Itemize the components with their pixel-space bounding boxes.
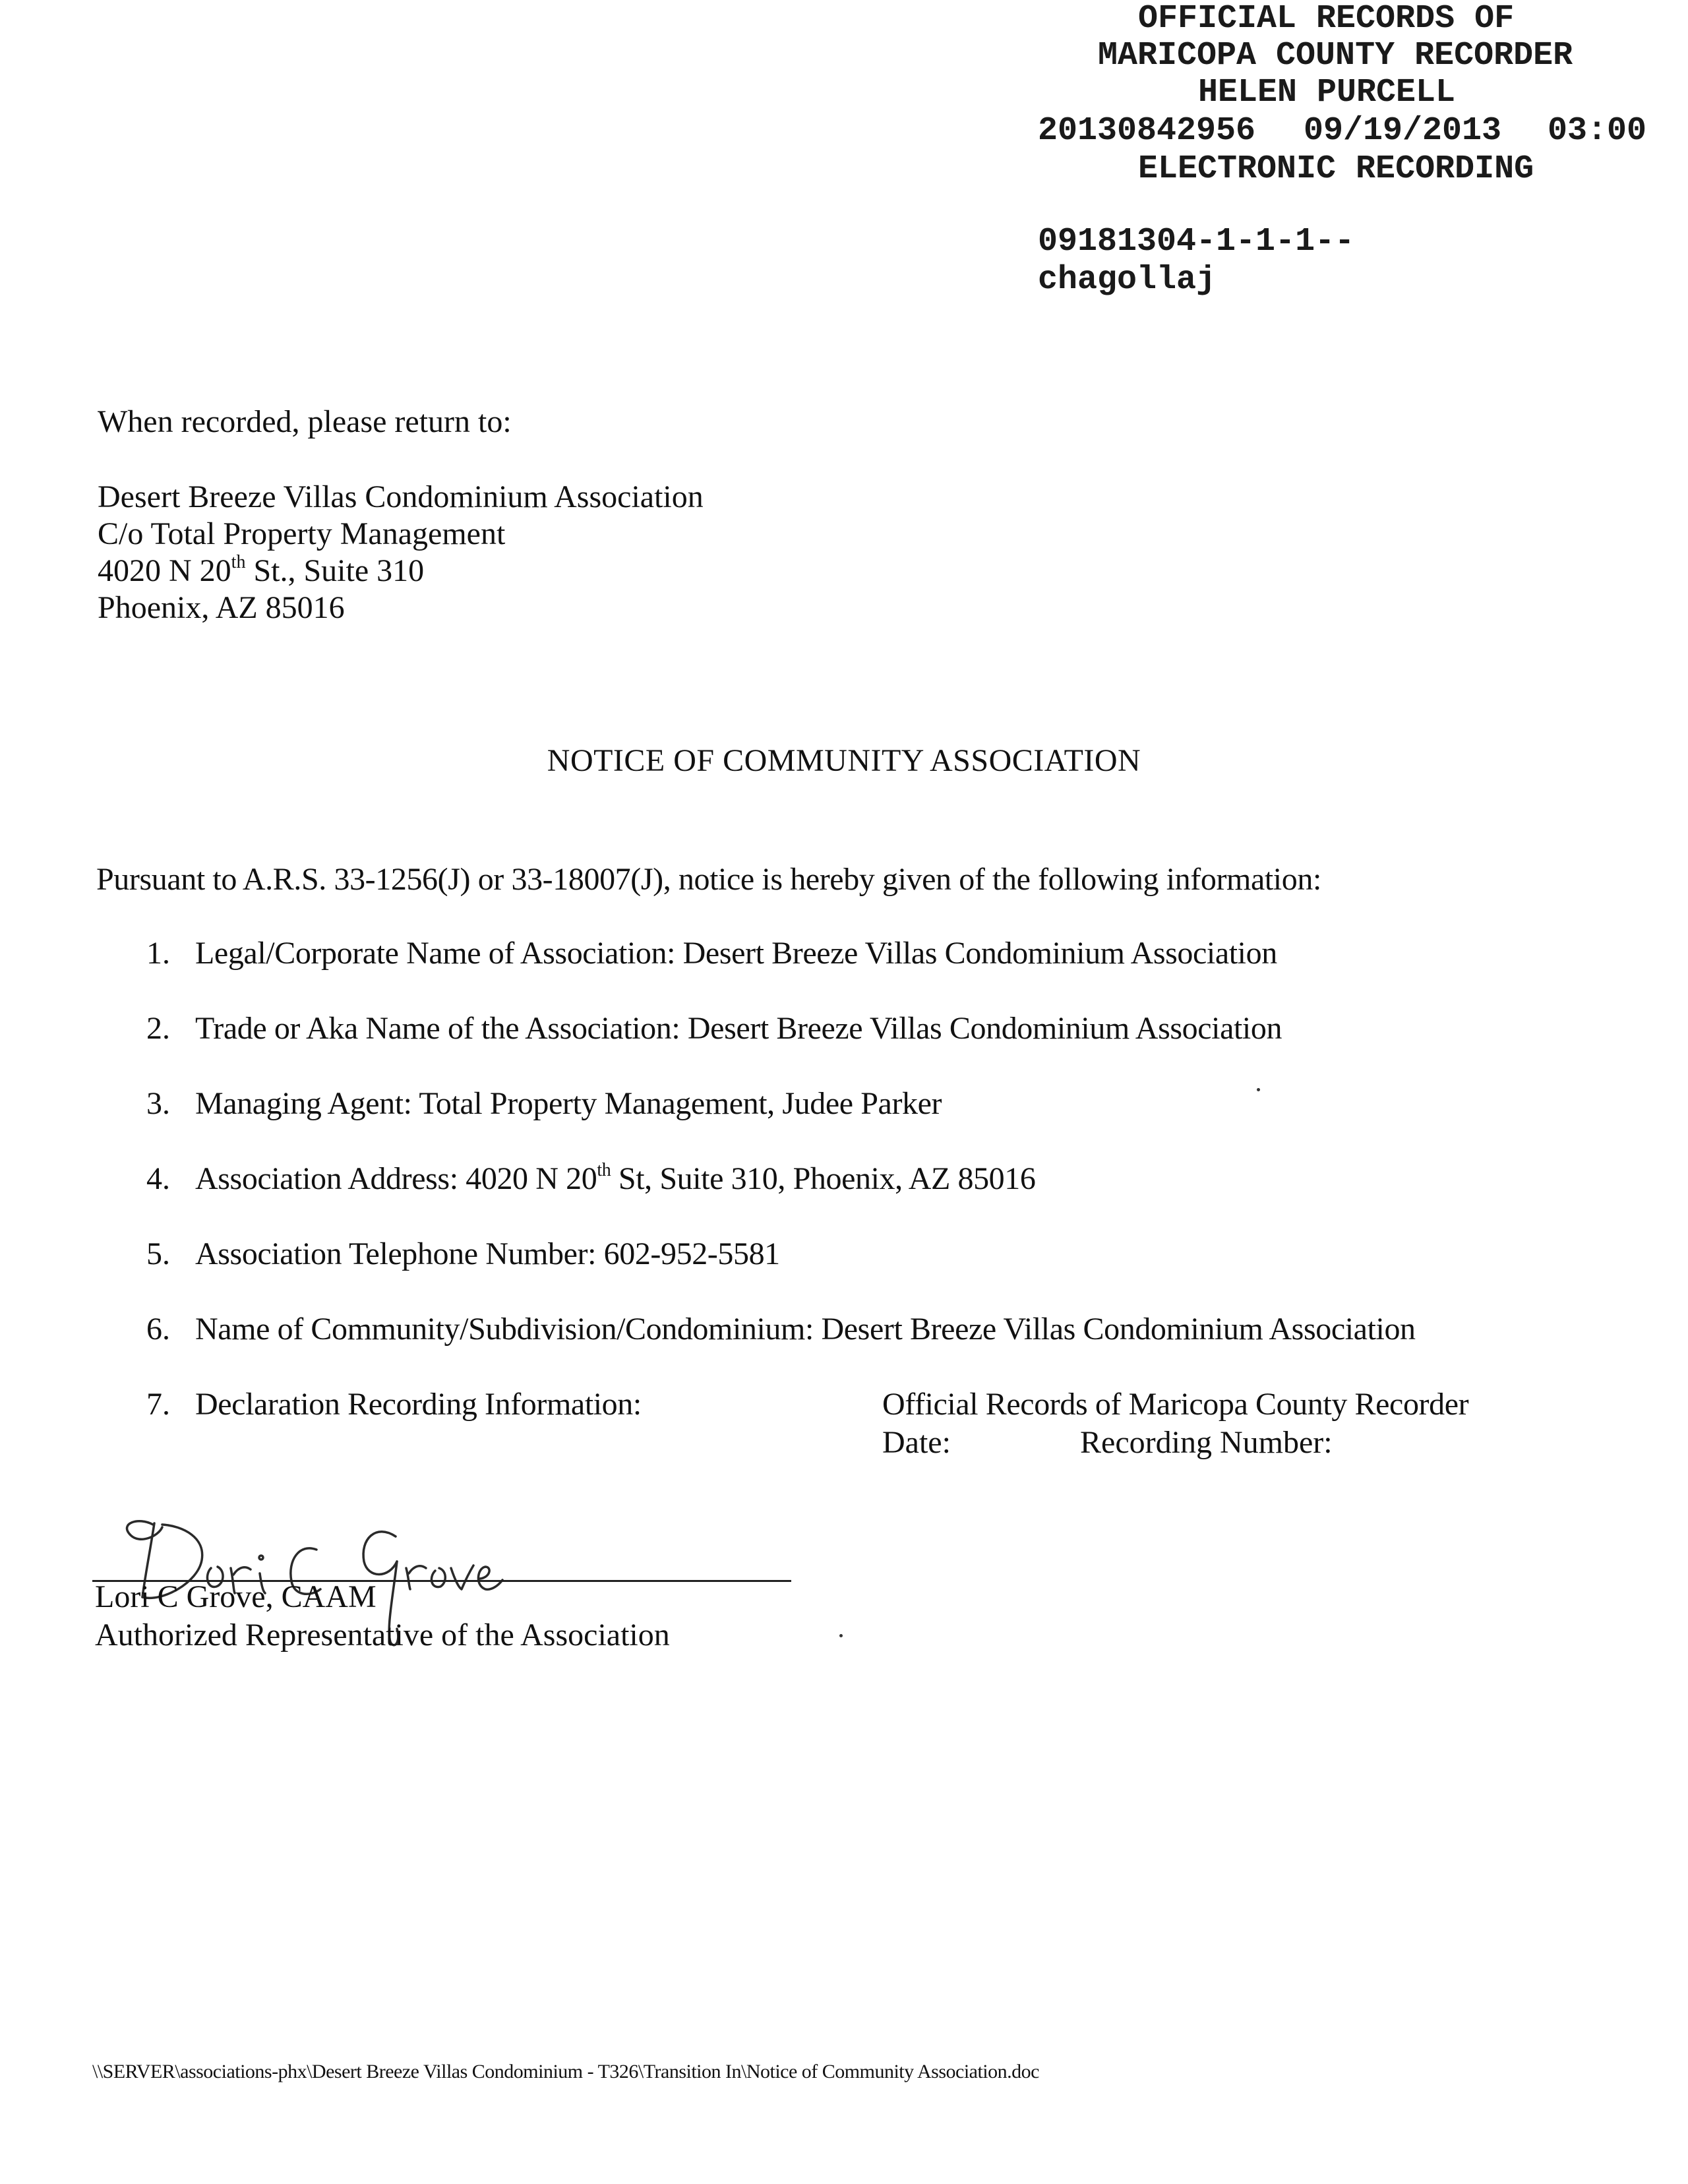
list-item-legal-name: Legal/Corporate Name of Association: Desert Breeze Villas Condominium Association <box>195 936 1277 971</box>
list-item-number: 5. <box>146 1236 170 1271</box>
list-item-community-name: Name of Community/Subdivision/Condominium: Desert Breeze Villas Condominium Association <box>195 1312 1416 1347</box>
declaration-recording-number-label: Recording Number: <box>1080 1425 1333 1460</box>
return-to-heading: When recorded, please return to: <box>98 404 512 439</box>
recorder-clerk: chagollaj <box>1038 261 1217 299</box>
document-title: NOTICE OF COMMUNITY ASSOCIATION <box>547 743 1141 778</box>
scan-speck <box>1257 1088 1260 1091</box>
return-to-line-3: 4020 N 20th St., Suite 310 <box>98 552 425 588</box>
recorder-time: 03:00 <box>1548 112 1647 150</box>
declaration-date-label: Date: <box>882 1425 951 1460</box>
intro-paragraph: Pursuant to A.R.S. 33-1256(J) or 33-18007(J), notice is hereby given of the following information: <box>96 862 1321 897</box>
list-item-trade-name: Trade or Aka Name of the Association: Desert Breeze Villas Condominium Association <box>195 1011 1282 1046</box>
footer-file-path: \\SERVER\associations-phx\Desert Breeze Villas Condominium - T326\Transition In\Notice of Community Association.doc <box>92 2061 1039 2082</box>
recorder-date: 09/19/2013 <box>1304 112 1502 150</box>
return-to-line-1: Desert Breeze Villas Condominium Association <box>98 479 704 514</box>
signer-name: Lori C Grove, CAAM <box>95 1579 377 1614</box>
scan-speck <box>839 1634 843 1637</box>
list-item-declaration: Declaration Recording Information: <box>195 1387 642 1422</box>
recorder-stamp-line-1: OFFICIAL RECORDS OF <box>1138 0 1515 38</box>
list-item-telephone: Association Telephone Number: 602-952-5581 <box>195 1236 780 1271</box>
list-item-number: 4. <box>146 1161 170 1196</box>
list-item-address: Association Address: 4020 N 20th St, Suite 310, Phoenix, AZ 85016 <box>195 1160 1036 1196</box>
recorder-stamp-line-2: MARICOPA COUNTY RECORDER <box>1098 37 1573 75</box>
list-item-number: 2. <box>146 1011 170 1046</box>
list-item-managing-agent: Managing Agent: Total Property Management, Judee Parker <box>195 1086 942 1121</box>
return-to-line-4: Phoenix, AZ 85016 <box>98 590 345 625</box>
recorder-stamp-line-5: ELECTRONIC RECORDING <box>1138 150 1534 188</box>
signature-text: Lori C Grove <box>99 1497 103 1498</box>
list-item-number: 7. <box>146 1387 170 1422</box>
declaration-source: Official Records of Maricopa County Recorder <box>882 1387 1469 1422</box>
signer-role: Authorized Representative of the Association <box>95 1618 670 1653</box>
return-to-line-2: C/o Total Property Management <box>98 516 506 551</box>
recorder-record-number: 20130842956 <box>1038 112 1256 150</box>
list-item-number: 3. <box>146 1086 170 1121</box>
list-item-number: 1. <box>146 936 170 971</box>
recorder-stamp-line-3: HELEN PURCELL <box>1198 74 1456 111</box>
recorder-batch-id: 09181304-1-1-1-- <box>1038 223 1355 260</box>
list-item-number: 6. <box>146 1312 170 1347</box>
